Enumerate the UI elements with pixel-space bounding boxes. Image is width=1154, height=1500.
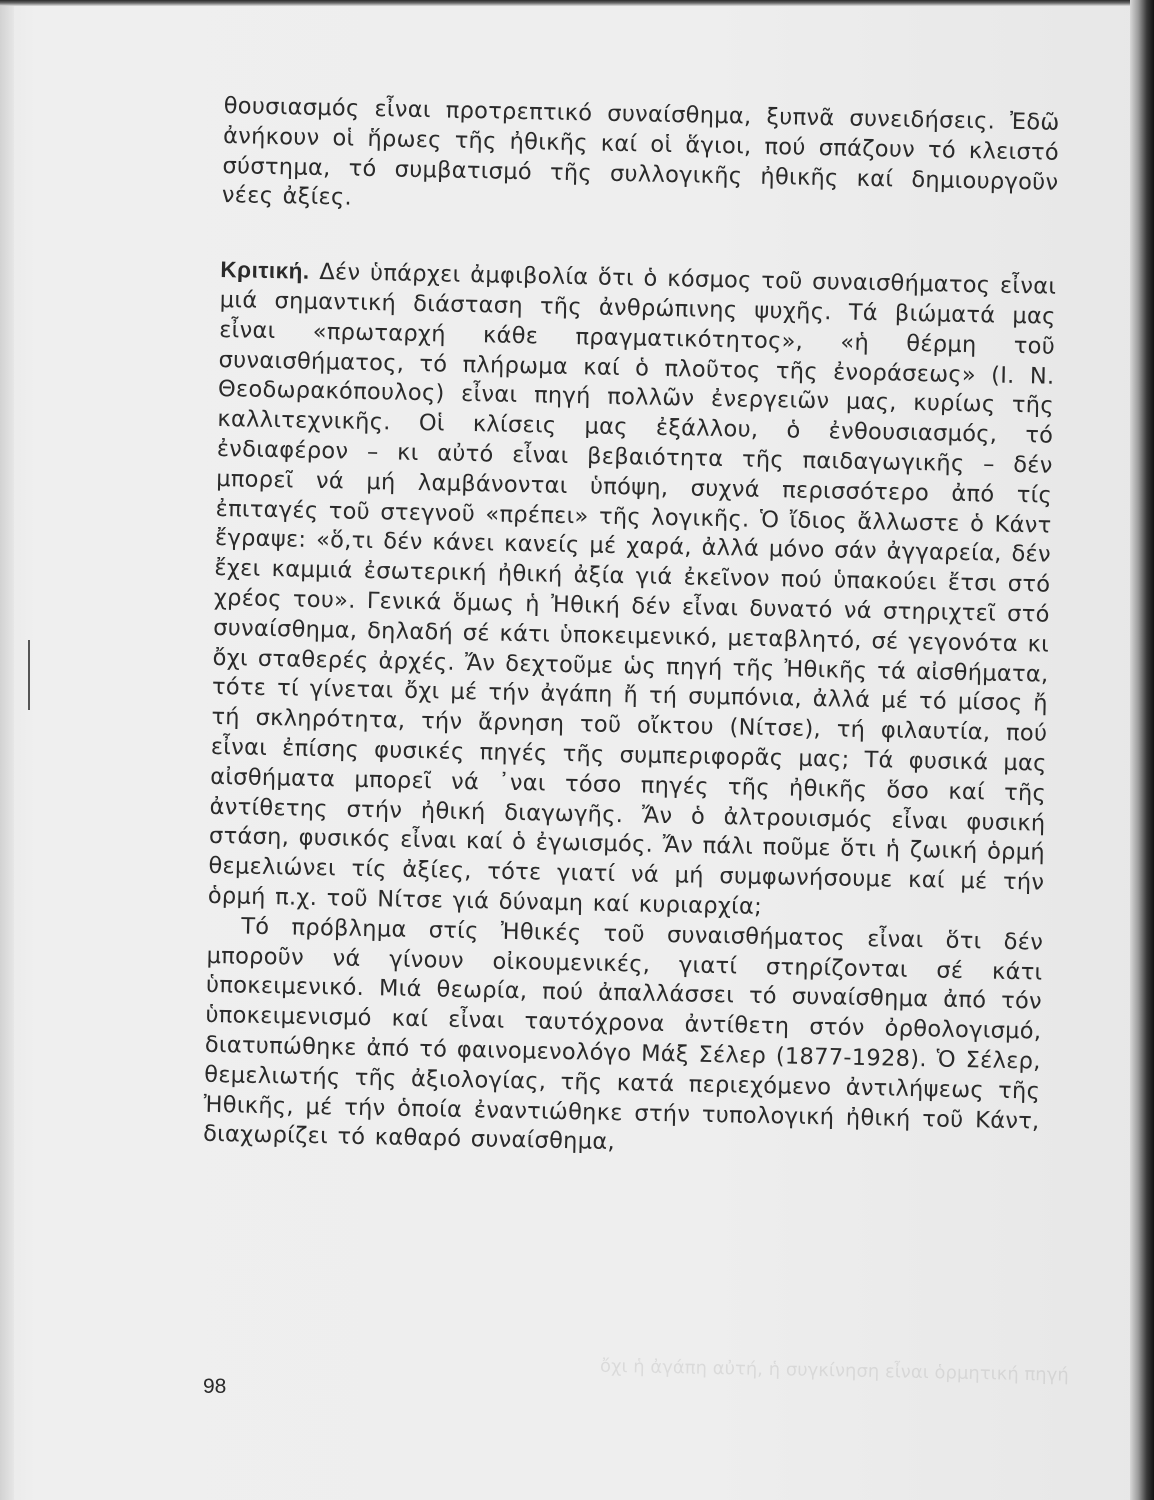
critique-label: Κριτική.	[220, 257, 310, 284]
text-block	[203, 92, 1060, 1167]
bleed-through-text: ὄχι ἡ ἀγάπη αὐτή, ἡ συγκίνηση εἶναι ὁρμητική πηγή	[599, 1355, 1069, 1386]
scan-top-edge	[0, 0, 1154, 6]
binding-shadow	[0, 0, 14, 1500]
scan-right-edge	[1130, 0, 1154, 1500]
critique-text: Δέν ὑπάρχει ἀμφιβολία ὅτι ὁ κόσμος τοῦ συναισθήματος εἶναι μιά σημαντική διάσταση τῆς ἀνθρώπινης ψυχῆς. Τά βιώματά μας εἶναι «πρωταρχή κάθε πραγματικότητος», «ἡ θέρμη τοῦ συναισθήματος, τό πλήρωμα καί ὁ πλοῦτος τῆς ἐνοράσεως» (Ι. Ν. Θεοδωρακόπουλος) εἶναι πηγή πολλῶν ἐνεργειῶν μας, κυρίως τῆς καλλιτεχνικῆς. Οἱ κλίσεις μας ἐξάλλου, ὁ ἐνθουσιασμός, τό ἐνδιαφέρον – κι αὐτό εἶναι βεβαιότητα τῆς παιδαγωγικῆς – δέν μπορεῖ νά μή λαμβάνονται ὑπόψη, συχνά περισσότερο ἀπό τίς ἐπιταγές τοῦ στεγνοῦ «πρέπει» τῆς λογικῆς. Ὁ ἴδιος ἄλλωστε ὁ Κάντ ἔγραψε: «ὅ,τι δέν κάνει κανείς μέ χαρά, ἀλλά μόνο σάν ἀγγαρεία, δέν ἔχει καμμιά ἐσωτερική ἠθική ἀξία γιά ἐκεῖνον πού ὑπακούει ἔτσι στό χρέος του». Γενικά ὅμως ἡ Ἠθική δέν εἶναι δυνατό νά στηριχτεῖ στό συναίσθημα, δηλαδή σέ κάτι ὑποκειμενικό, μεταβλητό, σέ γεγονότα κι ὄχι σταθερές ἀρχές. Ἄν δεχτοῦμε ὡς πηγή τῆς Ἠθικῆς τά αἰσθήματα, τότε τί γίνεται ὄχι μέ τήν ἀγάπη ἤ τή συμπόνια, ἀλλά μέ τό μίσος ἤ τή σκληρότητα, τήν ἄρνηση τοῦ οἴκτου (Νίτσε), τή φιλαυτία, πού εἶναι ἐπίσης φυσικές πηγές τῆς συμπεριφορᾶς μας; Τά φυσικά μας αἰσθήματα μπορεῖ νά ᾽ναι τόσο πηγές τῆς ἠθικῆς ὅσο καί τῆς ἀντίθετης στήν ἠθική διαγωγῆς. Ἄν ὁ ἀλτρουισμός εἶναι φυσική στάση, φυσικός εἶναι καί ὁ ἐγωισμός. Ἄν πάλι ποῦμε ὅτι ἡ ζωική ὁρμή θεμελιώνει τίς ἀξίες, τότε γιατί νά μή συμφωνήσουμε καί μέ τήν ὁρμή π.χ. τοῦ Νίτσε γιά δύναμη καί κυριαρχία;	[207, 258, 1057, 920]
page-number: 98	[203, 1375, 227, 1398]
margin-mark	[28, 640, 30, 710]
closing-paragraph: Τό πρόβλημα στίς Ἠθικές τοῦ συναισθήματος εἶναι ὅτι δέν μποροῦν νά γίνουν οἰκουμενικές, γιατί στηρίζονται σέ κάτι ὑποκειμενικό. Μιά θεωρία, πού ἀπαλλάσσει τό συναίσθημα ἀπό τόν ὑποκειμενισμό καί εἶναι ταυτόχρονα ἀντίθετη στόν ὀρθολογισμό, διατυπώθηκε ἀπό τό φαινομενολόγο Μάξ Σέλερ (1877-1928). Ὁ Σέλερ, θεμελιωτής τῆς ἀξιολογίας, τῆς κατά περιεχόμενο ἀντιλήψεως τῆς Ἠθικῆς, μέ τήν ὁποία ἐναντιώθηκε στήν τυπολογική ἠθική τοῦ Κάντ, διαχωρίζει τό καθαρό συναίσθημα,	[202, 913, 1044, 1156]
critique-paragraph	[208, 255, 1057, 928]
opening-paragraph: θουσιασμός εἶναι προτρεπτικό συναίσθημα, ξυπνᾶ συνειδήσεις. Ἐδῶ ἀνήκουν οἱ ἥρωες τῆς ἠθικῆς καί οἱ ἅγιοι, πού σπάζουν τό κλειστό σύστημα, τό συμβατισμό τῆς συλλογικῆς ἠθικῆς καί δημιουργοῦν νέες ἀξίες.	[221, 92, 1060, 211]
